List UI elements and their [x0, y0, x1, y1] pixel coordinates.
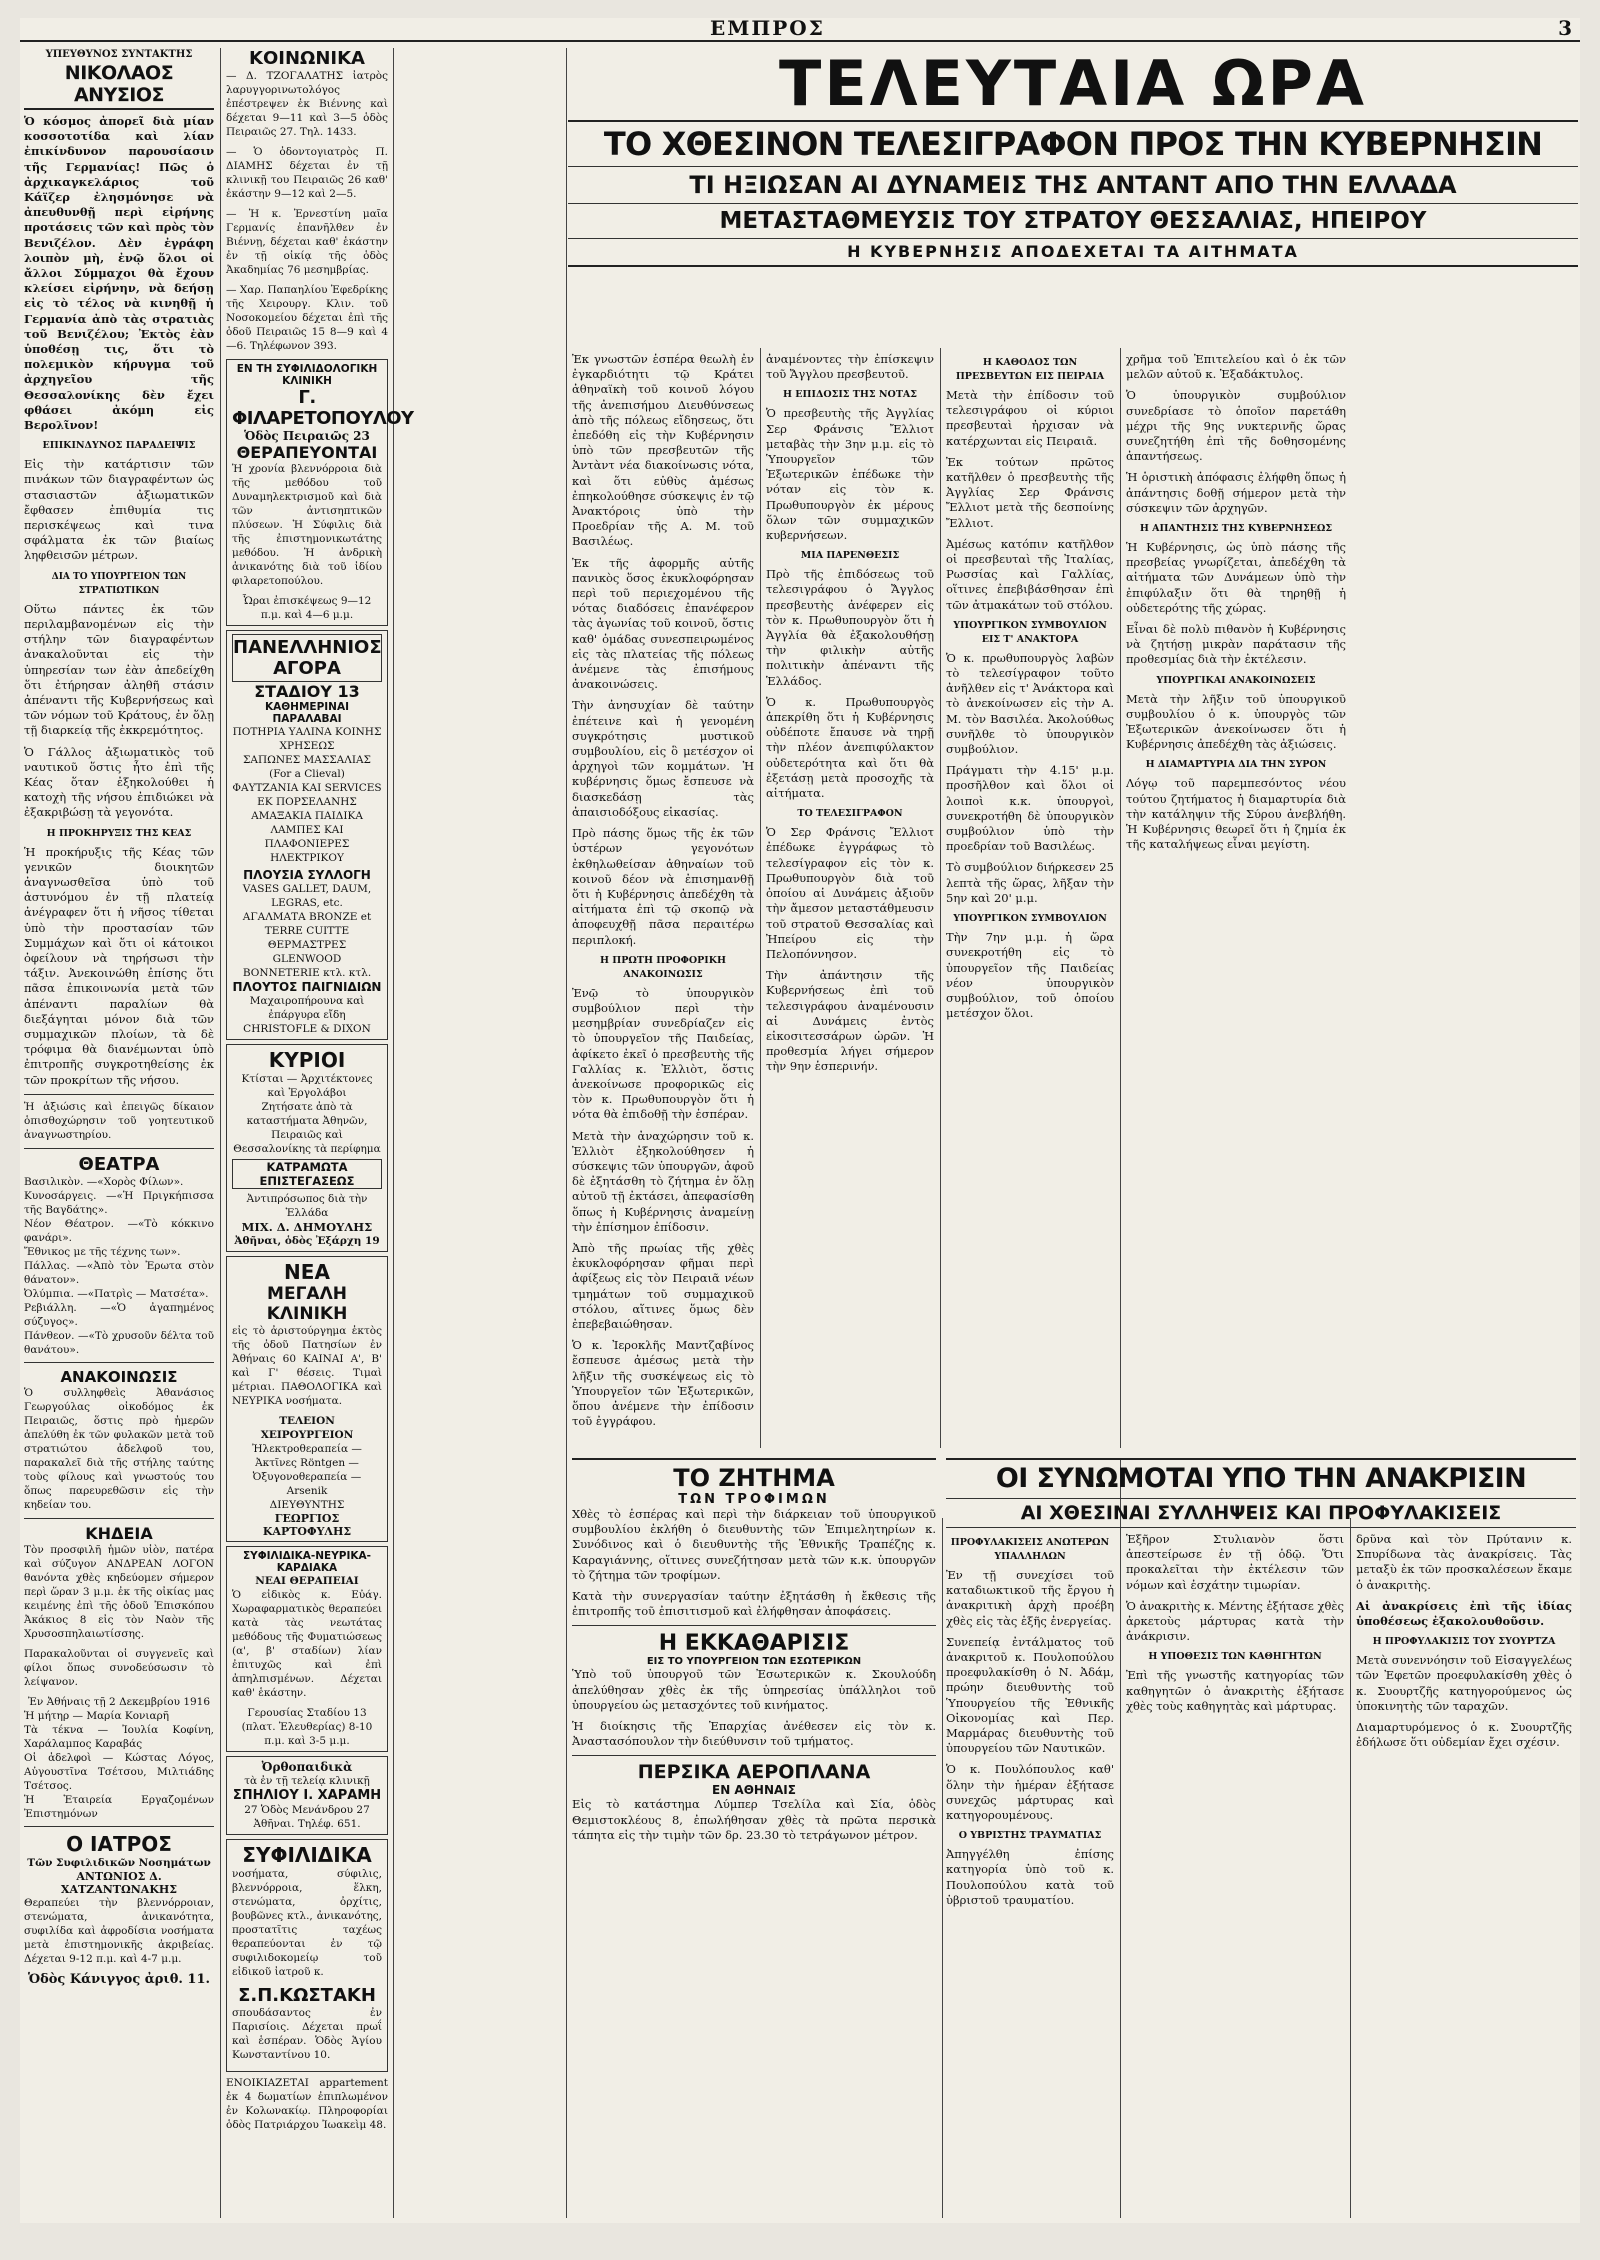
col4-p5: Ὁ Σερ Φράνσις Ἔλλιοτ ἐπέδωκε ἐγγράφως τὸ τελεσίγραφον εἰς τὸν κ. Πρωθυπουργὸν διὰ τοῦ ὁποίου αἱ Δυνάμεις ἀξιοῦν τὴν ἄμεσον μεταστάθμευσιν τοῦ στρατοῦ Θεσσαλίας καὶ Ἠπείρου εἰς τὴν Πελοπόννησον. [766, 825, 934, 961]
col4-p1: ἀναμένοντες τὴν ἐπίσκεψιν τοῦ Ἄγγλου πρεσβευτοῦ. [766, 352, 934, 382]
col3-p1: Ἐκ γνωστῶν ἑσπέρα θεωλὴ ἐν ἐγκαρδιότητι τῷ Κράτει ἀθηναϊκὴ τοῦ κοινοῦ λόγου τῆς ἀνεπισήμου Διευθύνσεως ἀπὸ τῆς πόλεως εἴδησεως, ὅτι ἐπεδόθη εἰς τὴν Κυβέρνησιν ὑπὸ τῶν πρεσβευτῶν τῆς Ἀντὰντ νέα διακοίνωσις νότα, καὶ ὅτι εὐθὺς ἀμέσως ἐπηκολούθησε σύσκεψις ἐν τῷ Ἀνακτόροις ὑπὸ τὴν Προεδρίαν τῆς Α. Μ. τοῦ Βασιλέως. [572, 352, 754, 549]
market-daily: ΚΑΘΗΜΕΡΙΝΑΙ ΠΑΡΑΛΑΒΑΙ [264, 701, 350, 725]
col5-p7: Τὴν 7ην μ.μ. ἡ ὥρα συνεκροτήθη εἰς τὸ ὑπουργεῖον τῆς Παιδείας νέον ὑπουργικὸν συμβούλιον, τοῦ ὁποίου μετέσχον ὅλοι. [946, 930, 1114, 1021]
ortho-name: ΣΠΗΛΙΟΥ Ι. ΧΑΡΑΜΗ [232, 1788, 382, 1803]
col3-p8: Ὁ κ. Ἰεροκλῆς Μαντζαβίνος ἔσπευσε ἀμέσως μετὰ τὴν λῆξιν τῆς συσκέψεως εἰς τὸ Ὑπουργεῖον τῶν Ἐξωτερικῶν, ὅπου ἀνέμενε τὴν ἐπίδοσιν τοῦ ἐγγράφου. [572, 1338, 754, 1429]
divider [24, 1826, 214, 1827]
col4-p6: Τὴν ἀπάντησιν τῆς Κυβερνήσεως ἐπὶ τοῦ τελεσιγράφου ἀναμένουσιν αἱ Δυνάμεις ἐντὸς εἰκοσιτεσσάρων ὡρῶν. Ἡ προθεσμία λήγει σήμερον τὴν 9ην ἑσπερινήν. [766, 968, 934, 1074]
mourner: Ἡ μήτηρ — Μαρία Κονιαρῆ [24, 1709, 170, 1722]
col4-h-tel: ΤΟ ΤΕΛΕΣΙΓΡΑΦΟΝ [797, 808, 903, 820]
col3-p6: Μετὰ τὴν ἀναχώρησιν τοῦ κ. Ἐλλιὸτ ἐξηκολούθησεν ἡ σύσκεψις τῶν ὑπουργῶν, ἀφοῦ δὲ ἐξητάσθη τὸ ζήτημα ἐν ὅλῃ αὐτοῦ τῇ ἐκτάσει, ἀπεφασίσθη ὅπως ἡ Κυβέρνησις ἀναμείνῃ τὴν ἐπίσημον ἐπίδοσιν. [572, 1128, 754, 1234]
rent-ad: ΕΝΟΙΚΙΑΖΕΤΑΙ appartement ἐκ 4 δωματίων ἐπιπλωμένον ἐν Κολωνακίῳ. Πληροφορίαι ὁδὸς Πατριάρχου Ἰωακεὶμ 48. [226, 2077, 388, 2131]
divider [24, 1362, 214, 1363]
syn-sub: ΑΙ ΧΘΕΣΙΝΑΙ ΣΥΛΛΗΨΕΙΣ ΚΑΙ ΠΡΟΦΥΛΑΚΙΣΕΙΣ [946, 1499, 1576, 1528]
column-rule [940, 348, 941, 1448]
market-title: ΠΑΝΕΛΛΗΝΙΟΣ ΑΓΟΡΑ [232, 634, 382, 682]
doctor-sub: Τῶν Συφιλιδικῶν Νοσημάτων [27, 1856, 211, 1869]
divider [572, 1755, 936, 1756]
column-rule [942, 1518, 943, 2218]
col6-p4: Ἡ Κυβέρνησις, ὡς ὑπὸ πάσης τῆς πρεσβείας γνωρίζεται, ἀπεδέχθη τὰ αἰτήματα τῶν Δυνάμεων ὑπὸ τὴν ἐπιφύλαξιν ὅτι θὰ τηρηθῇ ἡ οὐδετερότης τῆς χώρας. [1126, 540, 1346, 615]
market-address: ΣΤΑΔΙΟΥ 13 [254, 682, 360, 701]
theatre-item: Κυνοσάργεις. —«Ἡ Πριγκήπισσα τῆς Βαγδάτης». [24, 1189, 214, 1216]
zitima-p3: Ὑπὸ τοῦ ὑπουργοῦ τῶν Ἐσωτερικῶν κ. Σκουλούδη ἀπελύθησαν χθὲς ἐκ τῆς ὑπηρεσίας ὑπάλληλοι τοῦ ὑπουργείου ὡς μετασχόντες τοῦ κινήματος. [572, 1667, 936, 1712]
col3-p7: Ἀπὸ τῆς πρωίας τῆς χθὲς ἐκυκλοφόρησαν φῆμαι περὶ ἀφίξεως εἰς τὸν Πειραιᾶ νέων τμημάτων τοῦ συμμαχικοῦ στόλου, αἵτινες ὅμως δὲν ἐπεβεβαιώθησαν. [572, 1240, 754, 1331]
market-bronze: ΑΓΑΛΜΑΤΑ BRONZE et TERRE CUITTE [242, 911, 372, 937]
social-item: — Χαρ. Παπαηλίου Ἐφεδρίκης τῆς Χειρουργ. Κλιν. τοῦ Νοσοκομείου δέχεται ἐπὶ τῆς ὁδοῦ Πειραιῶς 15 8—9 καὶ 4—6. Τηλέφωνον 393. [226, 284, 388, 352]
syn-title: ΟΙ ΣΥΝΩΜΟΤΑΙ ΥΠΟ ΤΗΝ ΑΝΑΚΡΙΣΙΝ [946, 1458, 1576, 1499]
editor-name: ΝΙΚΟΛΑΟΣ ΑΝΥΣΙΟΣ [24, 62, 214, 110]
syph-new: ΝΕΑΙ ΘΕΡΑΠΕΙΑΙ [255, 1575, 359, 1587]
col3-p3: Τὴν ἀνησυχίαν δὲ ταύτην ἐπέτεινε καὶ ἡ γενομένη συγκρότησις μυστικοῦ συμβουλίου, εἰς ὃ μετέσχον οἱ ἀρχηγοὶ τῶν κομμάτων. Ἡ κυβέρνησις ὅμως ἔσπευσε νὰ διασκεδάσῃ τὰς ἀπαισιοδόξους εἰκασίας. [572, 698, 754, 819]
theatre-item: Νέον Θέατρον. —«Τὸ κόκκινο φανάρι». [24, 1217, 214, 1244]
market-therm: ΘΕΡΜΑΣΤΡΕΣ GLENWOOD [267, 939, 347, 965]
market-bonn: BONNETERIE κτλ. κτλ. [242, 967, 372, 979]
col6-p2: Ὁ ὑπουργικὸν συμβούλιον συνεδρίασε τὸ ὁποῖον παρετάθη μέχρι τῆς 9ης νυκτερινῆς ὥρας συνεζητήθη ἐπὶ τῆς δοθησομένης ἀπαντήσεως. [1126, 388, 1346, 464]
funeral-date: Ἐν Ἀθήναις τῇ 2 Δεκεμβρίου 1916 [27, 1695, 211, 1708]
syph-title: ΣΥΦΙΛΙΔΙΚΑ-ΝΕΥΡΙΚΑ-ΚΑΡΔΙΑΚΑ [242, 1550, 372, 1574]
col1-intro: Ὁ κόσμος ἀπορεῖ διὰ μίαν κοσσοτοτίδα καὶ λίαν ἐπικίνδυνον παρουσίασιν τῆς Γερμανίας! Πῶς ὁ ἀρχικαγκελάριος τοῦ Κάϊζερ ἐλησμόνησε νὰ ἀπευθυνθῇ περὶ εἰρήνης προτάσεις τῶν καὶ πρὸς τὸν Βενιζέλον. Δὲν ἐγράφη λοιπὸν μὴ, ἐνῷ ὅλοι οἱ ἄλλοι Σύμμαχοι θὰ ἔχουν κλείσει εἰρήνην, νὰ δεήσῃ εἰς τὸ τέλος νὰ κινηθῇ ἡ Γερμανία ἀπὸ τὰς στρατιὰς τοῦ Βενιζέλου; Ἐκτὸς ἐὰν ὑποθέσῃ τις, ὅτι τὸ πολεμικὸν κήρυγμα τοῦ ἀρχηγεῖου τῆς Θεσσαλονίκης δὲν ἔχει φθάσει ἀκόμη εἰς Βερολῖνον! [24, 114, 214, 433]
col4-h-notes: Η ΕΠΙΔΟΣΙΣ ΤΗΣ ΝΟΤΑΣ [783, 389, 917, 401]
theatre-item: Ἔθνικος με τῆς τέχνης των». [24, 1245, 181, 1258]
doctor-address: Ὁδὸς Κάνιγγος ἀριθ. 11. [27, 1971, 211, 1987]
col6-p1: χρῆμα τοῦ Ἐπιτελείου καὶ ὁ ἐκ τῶν μελῶν αὐτοῦ κ. Ἐξαδάκτυλος. [1126, 352, 1346, 382]
column-rule [760, 348, 761, 1448]
col3-p2: Ἐκ τῆς ἀφορμῆς αὐτῆς πανικὸς ὅσος ἐκυκλοφόρησαν περὶ τοῦ περιεχομένου τῆς νότας διαδόσεις ἐπανέφερον τὰς ἀγωνίας τοῦ κοινοῦ, ὅστις καθ' ὁμάδας συνεσπειρωμένος εἰς τὰς πλατείας τῆς πόλεως ἀνέμενε τὰς ἐπισήμους ἀνακοινώσεις. [572, 555, 754, 692]
syph2-text: νοσήματα, σύφιλις, βλεννόρροια, ἕλκη, στενώματα, ὀρχίτις, βουβῶνες κτλ., ἀνικανότης, προστατῖτις ταχέως θεραπεύονται ἐν τῷ συφιλιδοκομείῳ τοῦ εἰδικοῦ ἰατροῦ κ. [232, 1868, 382, 1978]
pers-sub: ΕΝ ΑΘΗΝΑΙΣ [712, 1783, 796, 1798]
col6-p7: Λόγῳ τοῦ παρεμπεσόντος νέου τούτου ζητήματος ἡ διαμαρτυρία διὰ τὴν κατάληψιν τῆς Σύρου ἀνεβλήθη. Ἡ Κυβέρνησις θεωρεῖ ὅτι ἡ ζημία ἐκ τῆς καταλήψεως εἶναι μεγίστη. [1126, 776, 1346, 852]
syn-p6: Ὁ ἀνακριτὴς κ. Μέντης ἐξήτασε χθὲς ἀρκετοὺς μάρτυρας κατὰ τὴν ἀνάκρισιν. [1126, 1598, 1344, 1644]
zitima-sub: ΤΩΝ ΤΡΟΦΙΜΩΝ [678, 1492, 830, 1507]
col1-side2: ΔΙΑ ΤΟ ΥΠΟΥΡΓΕΙΟΝ ΤΩΝ ΣΤΡΑΤΙΩΤΙΚΩΝ [51, 571, 187, 596]
zitima-p2: Κατὰ τὴν συνεργασίαν ταύτην ἐξητάσθη ἡ ἔκθεσις τῆς ἐπιτροπῆς τοῦ ἐπισιτισμοῦ καὶ ἐλήφθησαν ἀποφάσεις. [572, 1589, 936, 1619]
syph-ad [226, 1546, 388, 1752]
syn-p8: δρῦνα καὶ τὸν Πρύτανιν κ. Σπυρίδωνα τὰς ἀνακρίσεις. Τὰς μεταξὺ ἐκ τῶν προσκαλέσεων ἔκαμε ὁ ἀνακριτὴς. [1356, 1532, 1572, 1592]
col1-side-label: ΕΠΙΚΙΝΔΥΝΟΣ ΠΑΡΑΔΕΙΨΙΣ [42, 440, 196, 452]
divider [24, 1518, 214, 1519]
syn-p11: Διαμαρτυρόμενος ὁ κ. Συουρτζῆς ἐδήλωσε ὅτι οὐδεμίαν ἔχει σχέσιν. [1356, 1720, 1572, 1750]
column-rule [1120, 348, 1121, 1448]
page-number: 3 [1558, 16, 1572, 40]
kyrioi-product: ΚΑΤΡΑΜΩΤΑ ΕΠΙΣΤΕΓΑΣΕΩΣ [232, 1159, 382, 1189]
syph-address: Γερουσίας Σταδίου 13 (πλατ. Ἐλευθερίας) 8-10 π.μ. καὶ 3-5 μ.μ. [241, 1707, 373, 1747]
editor-label: ΥΠΕΥΘΥΝΟΣ ΣΥΝΤΑΚΤΗΣ [45, 49, 193, 60]
paper-name: ΕΜΠΡΟΣ [710, 16, 825, 40]
clinic-text: Ἡ χρονία βλεννόρροια διὰ τῆς μεθόδου τοῦ Δυναμηλεκτρισμοῦ καὶ διὰ τῶν ἀντισηπτικῶν πλύσεων. Ἡ Σύφιλις διὰ τῆς ἐπιστημονικωτάτης μεθόδου. Ἡ ἀνδρικὴ ἀνικανότης διὰ τοῦ ἰδίου φιλαρετοπούλου. [232, 463, 382, 587]
syn-p9: Αἱ ἀνακρίσεις ἐπὶ τῆς ἰδίας ὑποθέσεως ἐξακολουθοῦσιν. [1356, 1598, 1572, 1629]
banner-headline: ΤΕΛΕΥΤΑΙΑ ΩΡΑ [568, 48, 1578, 122]
ekk-title: Η ΕΚΚΑΘΑΡΙΣΙΣ [658, 1631, 850, 1657]
divider [572, 1625, 936, 1626]
nea-ad [226, 1256, 388, 1542]
column-2 [226, 48, 414, 2218]
syn-p3: Ὁ κ. Πουλόπουλος καθ' ὅλην τὴν ἡμέραν ἐξήτασε συνεχῶς μάρτυρας καὶ κατηγορουμένους. [946, 1762, 1114, 1823]
col4-p4: Ὁ κ. Πρωθυπουργὸς ἀπεκρίθη ὅτι ἡ Κυβέρνησις οὐδέποτε ἔπαυσε νὰ τηρῇ τὴν πλέον ἀνεπιφύλακτον οὐδετερότητα καὶ ὅτι θὰ ἐξετάσῃ μετὰ προσοχῆς τὰ αἰτήματα. [766, 694, 934, 801]
ekk-sub: ΕΙΣ ΤΟ ΥΠΟΥΡΓΕΙΟΝ ΤΩΝ ΕΣΩΤΕΡΙΚΩΝ [646, 1656, 862, 1668]
column-1 [24, 48, 214, 2218]
kyrioi-sub: Κτίσται — Ἀρχιτέκτονες καὶ Ἐργολάβοι [241, 1073, 373, 1099]
clinic-name: Γ. ΦΙΛΑΡΕΤΟΠΟΥΛΟΥ [232, 387, 414, 429]
clinic-ad [226, 359, 414, 626]
banner [568, 48, 1578, 267]
col1-para1: Εἰς τὴν κατάρτισιν τῶν πινάκων τῶν διαγραφέντων ὡς στασιαστῶν ἀξιωματικῶν ἔφθασεν ἐπιθυμία τις περισκέψεως καὶ τινα σφάλματα ἐκ τῶν βιαίως ληφθεισῶν μέτρων. [24, 457, 214, 563]
banner-sub2: ΤΙ ΗΞΙΩΣΑΝ ΑΙ ΔΥΝΑΜΕΙΣ ΤΗΣ ΑΝΤΑΝΤ ΑΠΟ ΤΗΝ ΕΛΛΑΔΑ [568, 167, 1578, 204]
doctor-text: Θεραπεύει τὴν βλεννόρροιαν, στενώματα, ἀνικανότητα, συφιλίδα καὶ ἀφροδίσια νοσήματα μετὰ ἐπιστημονικῆς ἀκριβείας. Δέχεται 9-12 π.μ. καὶ 4-7 μ.μ. [24, 1896, 214, 1965]
column-3 [572, 352, 754, 1448]
market-rich: ΠΛΟΥΣΙΑ ΣΥΛΛΟΓΗ [243, 868, 371, 882]
mourner: Τὰ τέκνα — Ἰουλία Κοφίνη, Χαράλαμπος Καραβάς [24, 1723, 214, 1750]
doctor-title: Ο ΙΑΤΡΟΣ [66, 1831, 172, 1856]
mourner: Ἡ Ἑταιρεία Εργαζομένων Ἐπιστημόνων [24, 1793, 214, 1820]
nea-text: εἰς τὸ ἀριστούργημα ἑκτὸς τῆς ὁδοῦ Πατησίων ἐν Ἀθήναις 60 ΚΑΙΝΑΙ Α', Β' καὶ Γ' θέσεις. Τιμαὶ μέτριαι. ΠΑΘΟΛΟΓΙΚΑ καὶ ΝΕΥΡΙΚΑ νοσήματα. [232, 1325, 382, 1407]
theatre-item: Πάνθεον. —«Τὸ χρυσοῦν δέλτα τοῦ θανάτου». [24, 1329, 214, 1356]
social-item: — Ὁ ὀδοντογιατρὸς Π. ΔΙΑΜΗΣ δέχεται ἐν τῇ κλινικῇ του Πειραιῶς 26 καθ' ἑκάστην 9—12 καὶ 2—5. [226, 146, 388, 200]
syn-p4: Ἀπηγγέλθη ἐπίσης κατηγορία ὑπὸ τοῦ κ. Πουλοπούλου κατὰ τοῦ ὑβριστοῦ τραυματίου. [946, 1847, 1114, 1907]
kyrioi-title: ΚΥΡΙΟΙ [268, 1048, 346, 1072]
masthead [20, 18, 1580, 42]
syn-p1: Ἐν τῇ συνεχίσει τοῦ καταδιωκτικοῦ τῆς ἔργου ἡ ἀνακριτικὴ ἀρχὴ προέβη χθὲς εἰς τὰς ἑξῆς ἐνεργείας. [946, 1568, 1114, 1628]
clinic-hours: Ὧραι ἐπισκέψεως 9—12 π.μ. καὶ 4—6 μ.μ. [242, 595, 372, 621]
market-vases: VASES GALLET, DAUM, LEGRAS, etc. [242, 883, 372, 909]
col4-p2: Ὁ πρεσβευτὴς τῆς Ἀγγλίας Σερ Φράνσις Ἔλλιοτ μεταβὰς τὴν 3ην μ.μ. εἰς τὸ Ὑπουργεῖον τῶν Ἐξωτερικῶν ἐπέδωκε τὴν νόταν εἰς τὸν κ. Πρωθυπουργὸν ἐκ μέρους ὅλων τῶν συμμαχικῶν κυβερνήσεων. [766, 406, 934, 543]
zitima-p1: Χθὲς τὸ ἑσπέρας καὶ περὶ τὴν διάρκειαν τοῦ ὑπουργικοῦ συμβουλίου ἐκλήθη ὁ διευθυντὴς τῶν Ἐπιμελητηρίων κ. Συνόδινος καὶ ὁ διευθυντὴς τῆς Ἐθνικῆς Τραπέζης κ. Καραγιάννης, οἵτινες συνεζήτησαν μετὰ τῶν κ.κ. ὑπουργῶν τὸ ζήτημα τῶν τροφίμων. [572, 1507, 936, 1582]
col1-para4: Ἡ προκήρυξις τῆς Κέας τῶν γενικῶν διοικητῶν ἀναγνωσθεῖσα ὑπὸ τοῦ ἀστυνόμου ἐν τῇ πλατείᾳ ἀνέγραφεν ὅτι ἡ νῆσος τίθεται ὑπὸ τὴν προστασίαν τῶν Συμμάχων καὶ ὅτι οἱ κάτοικοι ὀφείλουν νὰ τηρήσωσι τὴν τάξιν. Ἀνεκοινώθη ἐπίσης ὅτι πᾶσα ἐπικοινωνία μετὰ τῶν ἀπέναντι παραλίων θὰ διεξάγηται μόνον διὰ τῶν συμμαχικῶν πλοίων, τὰ δὲ τρόφιμα θὰ διανέμωνται ὑπὸ ἐπιτροπῆς συγκροτηθείσης ἐκ τῶν προκρίτων τῆς νήσου. [24, 844, 214, 1087]
col6-p5: Εἶναι δὲ πολὺ πιθανὸν ἡ Κυβέρνησις νὰ ζητήσῃ μικρὰν παράτασιν τῆς προθεσμίας διὰ τὴν ἐκτέλεσιν. [1126, 622, 1346, 667]
syn-h4: Η ΠΡΟΦΥΛΑΚΙΣΙΣ ΤΟΥ ΣΥΟΥΡΤΖΑ [1372, 1636, 1556, 1648]
col6-h-anak: ΥΠΟΥΡΓΙΚΑΙ ΑΝΑΚΟΙΝΩΣΕΙΣ [1156, 674, 1316, 686]
zitima-title: ΤΟ ΖΗΤΗΜΑ [572, 1458, 936, 1492]
col5-p6: Τὸ συμβούλιον διήρκεσεν 25 λεπτὰ τῆς ὥρας, λῆξαν τὴν 5ην καὶ 20' μ.μ. [946, 860, 1114, 905]
social-title: ΚΟΙΝΩΝΙΚΑ [249, 48, 365, 69]
ortho-address: 27 Ὁδὸς Μενάνδρου 27 Ἀθῆναι. Τηλέφ. 651. [244, 1804, 370, 1830]
col3-p5: Ἐνῷ τὸ ὑπουργικὸν συμβούλιον περὶ τὴν μεσημβρίαν συνεδρίαζεν εἰς τὸ ὑπουργεῖον τῆς Παιδείας, ἀφίκετο ἐκεῖ ὁ πρεσβευτὴς τῆς Γαλλίας κ. Ἐλλιὸτ, ὅστις ἀνεκοίνωσε προφορικῶς εἰς τὸν κ. Πρωθυπουργὸν ὅτι ἡ νότα θὰ ἐπιδοθῇ τὴν ἑσπέραν. [572, 985, 754, 1122]
pers-title: ΠΕΡΣΙΚΑ ΑΕΡΟΠΛΑΝΑ [637, 1761, 871, 1784]
clinic-address: Ὁδὸς Πειραιῶς 23 [244, 429, 370, 443]
syn-p2: Συνεπείᾳ ἐντάλματος τοῦ ἀνακριτοῦ κ. Πουλοπούλου προεφυλακίσθη ὁ Ν. Ἀδάμ, πρώην διευθυντὴς τοῦ Ὑπουργείου τῆς Ἐθνικῆς Οἰκονομίας καὶ Περ. Μαρμάρας διευθυντὴς τοῦ ὑπουργείου τῶν Ναυτικῶν. [946, 1634, 1114, 1756]
kyrioi-text: Ζητήσατε ἀπὸ τὰ καταστήματα Ἀθηνῶν, Πειραιῶς καὶ Θεσσαλονίκης τὰ περίφημα [233, 1101, 381, 1155]
announce-text: Ὁ συλληφθεὶς Ἀθανάσιος Γεωργούλας οἰκοδόμος ἐκ Πειραιῶς, ὅστις πρὸ ἡμερῶν ἀπελύθη ἐκ τῶν φυλακῶν μετὰ τοῦ στρατιώτου ἀδελφοῦ του, παρακαλεῖ διὰ τῆς στήλης ταύτης τοὺς φίλους καὶ γνωστούς του ὅπως παρευρεθῶσιν εἰς τὴν κηδείαν του. [24, 1386, 214, 1511]
zitima-p5: Εἰς τὸ κατάστημα Λύμπερ Τσελίλα καὶ Σία, ὁδὸς Θεμιστοκλέους 8, ἐπωλήθησαν χθὲς τὰ πρῶτα περσικὰ τάπητα εἰς τὴν τιμὴν τῶν δρ. 23.30 τὸ τετράγωνον μέτρον. [572, 1797, 936, 1842]
social-item: — Ἡ κ. Ἐρνεστίνη μαῖα Γερμανίς ἐπανῆλθεν ἐν Βιέννῃ, δέχεται καθ' ἑκάστην ἐν τῇ οἰκίᾳ τῆς ὁδὸς Ἀκαδημίας 76 μεσημβρίας. [226, 208, 388, 276]
market-silver: Μαχαιροπήρουνα καὶ ἐπάργυρα εἴδη CHRISTOFLE & DIXON [243, 995, 371, 1035]
col6-h-apant: Η ΑΠΑΝΤΗΣΙΣ ΤΗΣ ΚΥΒΕΡΝΗΣΕΩΣ [1139, 523, 1333, 535]
syn-col-a [946, 1532, 1114, 1914]
theatre-item: Βασιλικὸν. —«Χορὸς Φίλων». [24, 1175, 184, 1188]
col5-p3: Ἀμέσως κατόπιν κατῆλθον οἱ πρεσβευταὶ τῆς Ἰταλίας, Ρωσσίας καὶ Γαλλίας, οἵτινες ἐπεβιβάσθησαν ἐπὶ τῶν ἀτμακάτων τοῦ στόλου. [946, 536, 1114, 612]
col1-para2: Οὕτω πάντες ἐκ τῶν περιλαμβανομένων εἰς τὴν στήλην τῶν διαγραφέντων ἀνακαλοῦνται εἰς τὴν ὑπηρεσίαν των ἐὰν ἀπεδείχθη ὅτι ἐτήρησαν ἀληθῆ στάσιν ἀπέναντι τῆς Κυβερνήσεως καὶ τῶν νόμων τοῦ Κράτους, ἐν ὅλῃ τῇ διαρκείᾳ τῆς ἐκκρεμότητος. [24, 601, 214, 738]
column-5 [946, 352, 1114, 1448]
theatre-item: Πάλλας. —«Ἀπὸ τὸν Ἐρωτα στὸν θάνατον». [24, 1259, 214, 1286]
divider [24, 1094, 214, 1095]
ortho-sub: τὰ ἐν τῇ τελείᾳ κλινικῇ [244, 1775, 370, 1787]
market-item: ΦΑΥΤΖΑΝΙΑ ΚΑΙ SERVICES ΕΚ ΠΟΡΣΕΛΑΝΗΣ [232, 782, 382, 808]
column-rule [566, 48, 567, 2218]
col6-h-diam: Η ΔΙΑΜΑΡΤΥΡΙΑ ΔΙΑ ΤΗΝ ΣΥΡΟΝ [1145, 759, 1327, 771]
syn-h2: Ο ΥΒΡΙΣΤΗΣ ΤΡΑΥΜΑΤΙΑΣ [958, 1830, 1102, 1842]
kostaki-name: Σ.Π.ΚΩΣΤΑΚΗ [238, 1985, 376, 2006]
ortho-ad [226, 1756, 388, 1835]
banner-sub4: Η ΚΥΒΕΡΝΗΣΙΣ ΑΠΟΔΕΧΕΤΑΙ ΤΑ ΑΙΤΗΜΑΤΑ [568, 239, 1578, 267]
col5-p1: Μετὰ τὴν ἐπίδοσιν τοῦ τελεσιγράφου οἱ κύριοι πρεσβευταὶ ἠρχισαν νὰ κατέρχωνται εἰς Πειραιᾶ. [946, 388, 1114, 448]
syn-h3: Η ΥΠΟΘΕΣΙΣ ΤΩΝ ΚΑΘΗΓΗΤΩΝ [1148, 1651, 1322, 1663]
kyrioi-name: ΜΙΧ. Δ. ΔΗΜΟΥΛΗΣ [241, 1220, 373, 1234]
theatre-item: Ὀλύμπια. —«Πατρὶς — Ματσέτα». [24, 1287, 209, 1300]
col3-p4: Πρὸ πάσης ὅμως τῆς ἐκ τῶν ὑστέρων γεγονότων ἐκθηλωθείσαν ἀθηναίων τοῦ κοινοῦ δέον νὰ ἐπισημανθῇ ὅτι ἡ Κυβέρνησις ἀπεδέχθη τὰ αἰτήματα ἐπὶ τῷ σκοπῷ νὰ ἀποφευχθῇ πᾶσα περαιτέρω περιπλοκή. [572, 826, 754, 947]
col1-note: Ἡ ἀξιώσις καὶ ἐπειγῶς δίκαιον ὁπισθοχώρησιν τοῦ γοητευτικοῦ ἀναγνωστηρίου. [24, 1100, 214, 1141]
newspaper-page [20, 18, 1580, 2223]
doctor-name: ΑΝΤΩΝΙΟΣ Δ. ΧΑΤΖΑΝΤΩΝΑΚΗΣ [60, 1869, 178, 1896]
col5-p5: Πράγματι τὴν 4.15' μ.μ. προσῆλθον καὶ ὅλοι οἱ λοιποὶ κ.κ. ὑπουργοὶ, συνεκροτήθη δὲ ὑπουργικὸν συμβούλιον ὑπὸ τὴν προεδρίαν τοῦ Βασιλέως. [946, 763, 1114, 854]
syn-h1: ΠΡΟΦΥΛΑΚΙΣΕΙΣ ΑΝΩΤΕΡΩΝ ΥΠΑΛΛΗΛΩΝ [950, 1537, 1110, 1562]
syn-p5: Ἑξῆρον Στυλιανὸν ὅστι ἀπεστείρωσε ἐν τῇ ὁδῷ. Ὅτι προκαλεῖται τὴν ἐκτέλεσιν τῶν νόμων καὶ ἐσχάτην τιμωρίαν. [1126, 1532, 1344, 1592]
funeral-text-2: Παρακαλοῦνται οἱ συγγενεῖς καὶ φίλοι ὅπως συνοδεύσωσιν τὸ λείψανον. [24, 1647, 214, 1688]
banner-sub3: ΜΕΤΑΣΤΑΘΜΕΥΣΙΣ ΤΟΥ ΣΤΡΑΤΟΥ ΘΕΣΣΑΛΙΑΣ, ΗΠΕΙΡΟΥ [568, 204, 1578, 239]
kyrioi-rep: Ἀντιπρόσωπος διὰ τὴν Ἑλλάδα [246, 1193, 368, 1219]
col6-p3: Ἡ ὁριστικὴ ἀπόφασις ἐλήφθη ὅπως ἡ ἀπάντησις δοθῇ σήμερον μετὰ τὴν σύσκεψιν τῶν ἀρχηγῶν. [1126, 470, 1346, 515]
funeral-text: Τὸν προσφιλῆ ἡμῶν υἱὸν, πατέρα καὶ σύζυγον ΑΝΔΡΕΑΝ ΛΟΓΟΝ θανόντα χθὲς κηδεύομεν σήμερον περὶ ὥραν 3 μ.μ. ἐκ τῆς οἰκίας μας κειμένης ἐπὶ τῆς ὁδοῦ Ἐπισκόπου Ἀκάκιος 8 εἰς τὸν Ναὸν τῆς Χρυσοσπηλαιωτίσσης. [24, 1543, 214, 1640]
col5-h-ypourg: ΥΠΟΥΡΓΙΚΟΝ ΣΥΜΒΟΥΛΙΟΝ ΕΙΣ Τ' ΑΝΑΚΤΟΡΑ [953, 619, 1107, 645]
col5-p4: Ὁ κ. πρωθυπουργὸς λαβὼν τὸ τελεσίγραφον τοῦτο ἀνῆλθεν εἰς τ' Ἀνάκτορα καὶ τὸ ἀνεκοίνωσεν εἰς τὴν Α. Μ. τὸν Βασιλέα. Ἀκολούθως συνῆλθε τὸ ὑπουργικὸν συμβούλιον. [946, 650, 1114, 757]
theatres-list [24, 1175, 214, 1357]
market-item: ΣΑΠΩΝΕΣ ΜΑΣΣΑΛΙΑΣ (For a Clieval) [243, 754, 371, 780]
syn-col-b [1126, 1532, 1344, 1720]
col5-p2: Ἐκ τούτων πρῶτος κατῆλθεν ὁ πρεσβευτὴς τῆς Ἀγγλίας Σερ Φράνσις Ἔλλιοτ μετὰ τῆς δεσποίνης Ἔλλιοτ. [946, 454, 1114, 530]
market-item: ΑΜΑΞΑΚΙΑ ΠΑΙΔΙΚΑ [251, 810, 363, 822]
funeral-title: ΚΗΔΕΙΑ [85, 1523, 153, 1543]
nea-director: ΔΙΕΥΘΥΝΤΗΣ [269, 1499, 345, 1511]
clinic-header: ΕΝ ΤΗ ΣΥΦΙΛΙΔΟΛΟΓΙΚΗ ΚΛΙΝΙΚΗ [236, 363, 378, 387]
nea-surgery: ΤΕΛΕΙΟΝ ΧΕΙΡΟΥΡΓΕΙΟΝ [260, 1415, 354, 1441]
kostaki-text: σπουδάσαντος ἐν Παρισίοις. Δέχεται πρωΐ καὶ ἑσπέραν. Ὁδὸς Ἁγίου Κωνσταντίνου 10. [232, 2007, 382, 2061]
kyrioi-ad [226, 1044, 388, 1252]
social-item: — Δ. ΤΖΟΓΑΛΑΤΗΣ ἰατρὸς λαρυγγορινωτολόγος ἐπέστρεψεν ἐκ Βιέννης καὶ δέχεται 9—11 καὶ 3—5 ὁδὸς Πειραιῶς 27. Τηλ. 1433. [226, 70, 388, 138]
divider [24, 1148, 214, 1149]
col6-p6: Μετὰ τὴν λῆξιν τοῦ ὑπουργικοῦ συμβουλίου ὁ κ. ὑπουργὸς τῶν Ἐξωτερικῶν ἀνεκοίνωσεν ὅτι ἡ Κυβέρνησις ἀπεδέχθη τὰς ἀξιώσεις. [1126, 691, 1346, 752]
market-item: ΠΟΤΗΡΙΑ ΥΑΛΙΝΑ ΚΟΙΝΗΣ ΧΡΗΣΕΩΣ [232, 726, 382, 752]
syn-p10: Μετὰ συνεννόησιν τοῦ Εἰσαγγελέως τῶν Ἐφετῶν προεφυλακίσθη χθὲς ὁ κ. Συουρτζῆς κατηγορούμενος ὡς ὑποκινητὴς τῶν ταραχῶν. [1356, 1653, 1572, 1713]
mourner: Οἱ ἀδελφοὶ — Κώστας Λόγος, Αὐγουστῖνα Τσέτσου, Μιλτιάδης Τσέτσος. [24, 1751, 214, 1792]
theatres-title: ΘΕΑΤΡΑ [78, 1153, 160, 1175]
nea-clinic: ΜΕΓΑΛΗ ΚΛΙΝΙΚΗ [266, 1284, 348, 1324]
zitima-section [572, 1458, 936, 2218]
market-ad [226, 630, 388, 1040]
col1-para3: Ὁ Γάλλος ἀξιωματικὸς τοῦ ναυτικοῦ ὅστις ἦτο ἐπὶ τῆς Κέας ὅταν ἐξηκολούθει ἡ κατοχὴ τῆς νήσου ἐπιδιώκει νὰ ἐξακριβώσῃ τὰ γεγονότα. [24, 744, 214, 820]
clinic-cure: ΘΕΡΑΠΕΥΟΝΤΑΙ [236, 443, 378, 462]
syph2-ad [226, 1839, 388, 2072]
column-4 [766, 352, 934, 1448]
nea-xray: Ἠλεκτροθεραπεία — Ἀκτῖνες Röntgen — Ὀξυγονοθεραπεία — Arsenik [252, 1443, 362, 1497]
column-6 [1126, 352, 1576, 1448]
syn-col-c [1356, 1532, 1572, 1756]
col3-h-first: Η ΠΡΩΤΗ ΠΡΟΦΟΡΙΚΗ ΑΝΑΚΟΙΝΩΣΙΣ [600, 954, 726, 980]
col5-h-kath: Η ΚΑΘΟΔΟΣ ΤΩΝ ΠΡΕΣΒΕΥΤΩΝ ΕΙΣ ΠΕΙΡΑΙΑ [955, 357, 1105, 382]
column-rule [393, 48, 394, 2218]
syph-text: Ὁ εἰδικὸς κ. Εὐάγ. Χωραφαρματικὸς θεραπεύει κατὰ τὰς νεωτάτας μεθόδους τῆς Φυματιώσεως (α', β' σταδίων) λίαν ἐπιτυχῶς καὶ ἐπὶ ἀπηλπισμένων. Δέχεται καθ' ἑκάστην. [232, 1589, 382, 1699]
theatre-item: Ρεβιάλλη. —«Ὁ ἀγαπημένος σύζυγος». [24, 1301, 214, 1328]
syn-p7: Ἐπὶ τῆς γνωστῆς κατηγορίας τῶν καθηγητῶν ὁ ἀνακριτὴς ἐξήτασε χθὲς τοὺς καθηγητὰς καὶ μάρτυρας. [1126, 1668, 1344, 1713]
col1-side3: Η ΠΡΟΚΗΡΥΞΙΣ ΤΗΣ ΚΕΑΣ [46, 827, 192, 839]
col4-h-mia: ΜΙΑ ΠΑΡΕΝΘΕΣΙΣ [800, 550, 900, 562]
nea-title: ΝΕΑ [284, 1260, 330, 1284]
zitima-p4: Ἡ διοίκησις τῆς Ἐπαρχίας ἀνέθεσεν εἰς τὸν κ. Ἀναστασόπουλον τὴν διεύθυνσιν τοῦ τμήματος. [572, 1719, 936, 1749]
market-toys: ΠΛΟΥΤΟΣ ΠΑΙΓΝΙΔΙΩΝ [232, 980, 382, 994]
ortho-title: Ὀρθοπαιδικὰ [261, 1760, 353, 1774]
banner-sub1: ΤΟ ΧΘΕΣΙΝΟΝ ΤΕΛΕΣΙΓΡΑΦΟΝ ΠΡΟΣ ΤΗΝ ΚΥΒΕΡΝΗΣΙΝ [568, 122, 1578, 167]
col5-h-ypourg2: ΥΠΟΥΡΓΙΚΟΝ ΣΥΜΒΟΥΛΙΟΝ [953, 913, 1107, 925]
column-rule [220, 48, 221, 2218]
col4-p3: Πρὸ τῆς ἐπιδόσεως τοῦ τελεσιγράφου ὁ Ἄγγλος πρεσβευτὴς ἀνέφερεν εἰς τὸν κ. Πρωθυπουργὸν ὅτι ἡ Ἀγγλία θὰ ἐξακολουθήσῃ τὴν φιλικὴν αὐτῆς πολιτικὴν ἀπέναντι τῆς Ἑλλάδος. [766, 567, 934, 688]
syph2-title: ΣΥΦΙΛΙΔΙΚΑ [242, 1843, 372, 1867]
nea-name: ΓΕΩΡΓΙΟΣ ΚΑΡΤΟΦΥΛΗΣ [262, 1512, 352, 1538]
announce-title: ΑΝΑΚΟΙΝΩΣΙΣ [60, 1367, 178, 1386]
market-item: ΛΑΜΠΕΣ ΚΑΙ ΠΛΑΦΟΝΙΕΡΕΣ ΗΛΕΚΤΡΙΚΟΥ [264, 824, 350, 864]
synomotai-section [946, 1458, 1576, 2218]
kyrioi-address: Ἀθῆναι, ὁδὸς Ἐξάρχη 19 [234, 1235, 380, 1247]
col6-inner [1126, 352, 1346, 852]
